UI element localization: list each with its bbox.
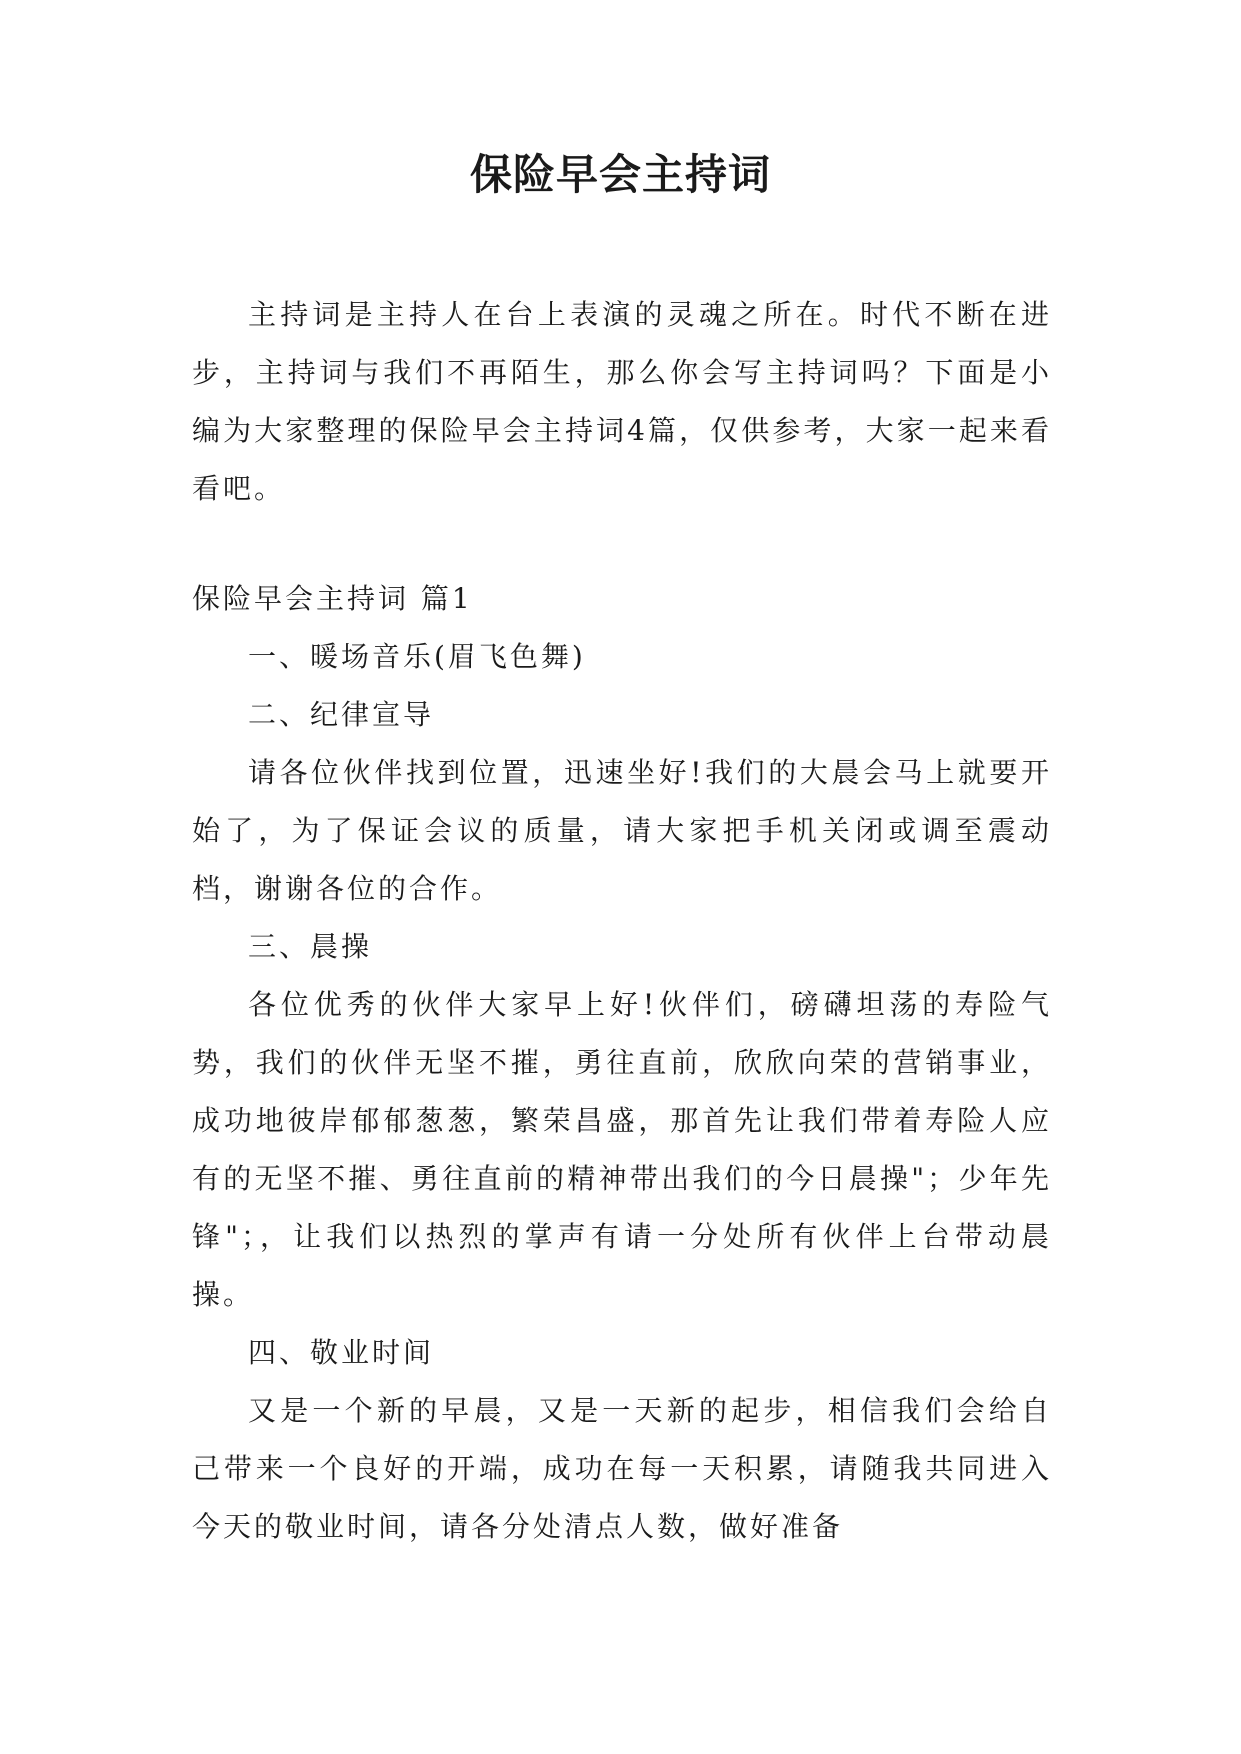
body-paragraph: 各位优秀的伙伴大家早上好!伙伴们，磅礴坦荡的寿险气势，我们的伙伴无坚不摧，勇往直前，欣欣向荣的营销事业，成功地彼岸郁郁葱葱，繁荣昌盛，那首先让我们带着寿险人应有的无坚不摧、勇往直前的精神带出我们的今日晨操"；少年先锋"；，让我们以热烈的掌声有请一分处所有伙伴上台带动晨操。 <box>192 988 1052 1311</box>
body-paragraph: 又是一个新的早晨，又是一天新的起步，相信我们会给自己带来一个良好的开端，成功在每一天积累，请随我共同进入今天的敬业时间，请各分处清点人数，做好准备 <box>192 1394 1052 1543</box>
section-heading: 三、晨操 <box>248 930 373 963</box>
body-paragraph: 请各位伙伴找到位置，迅速坐好!我们的大晨会马上就要开始了，为了保证会议的质量，请大家把手机关闭或调至震动档，谢谢各位的合作。 <box>192 756 1052 905</box>
section-heading: 四、敬业时间 <box>248 1336 435 1369</box>
intro-paragraph: 主持词是主持人在台上表演的灵魂之所在。时代不断在进步，主持词与我们不再陌生，那么你会写主持词吗？下面是小编为大家整理的保险早会主持词4篇，仅供参考，大家一起来看看吧。 <box>192 298 1052 505</box>
section-heading: 二、纪律宣导 <box>248 698 435 731</box>
section-heading: 一、暖场音乐(眉飞色舞) <box>248 640 586 673</box>
document-title: 保险早会主持词 <box>469 150 771 199</box>
section-title: 保险早会主持词 篇1 <box>192 582 473 615</box>
document-body <box>192 286 1052 1556</box>
